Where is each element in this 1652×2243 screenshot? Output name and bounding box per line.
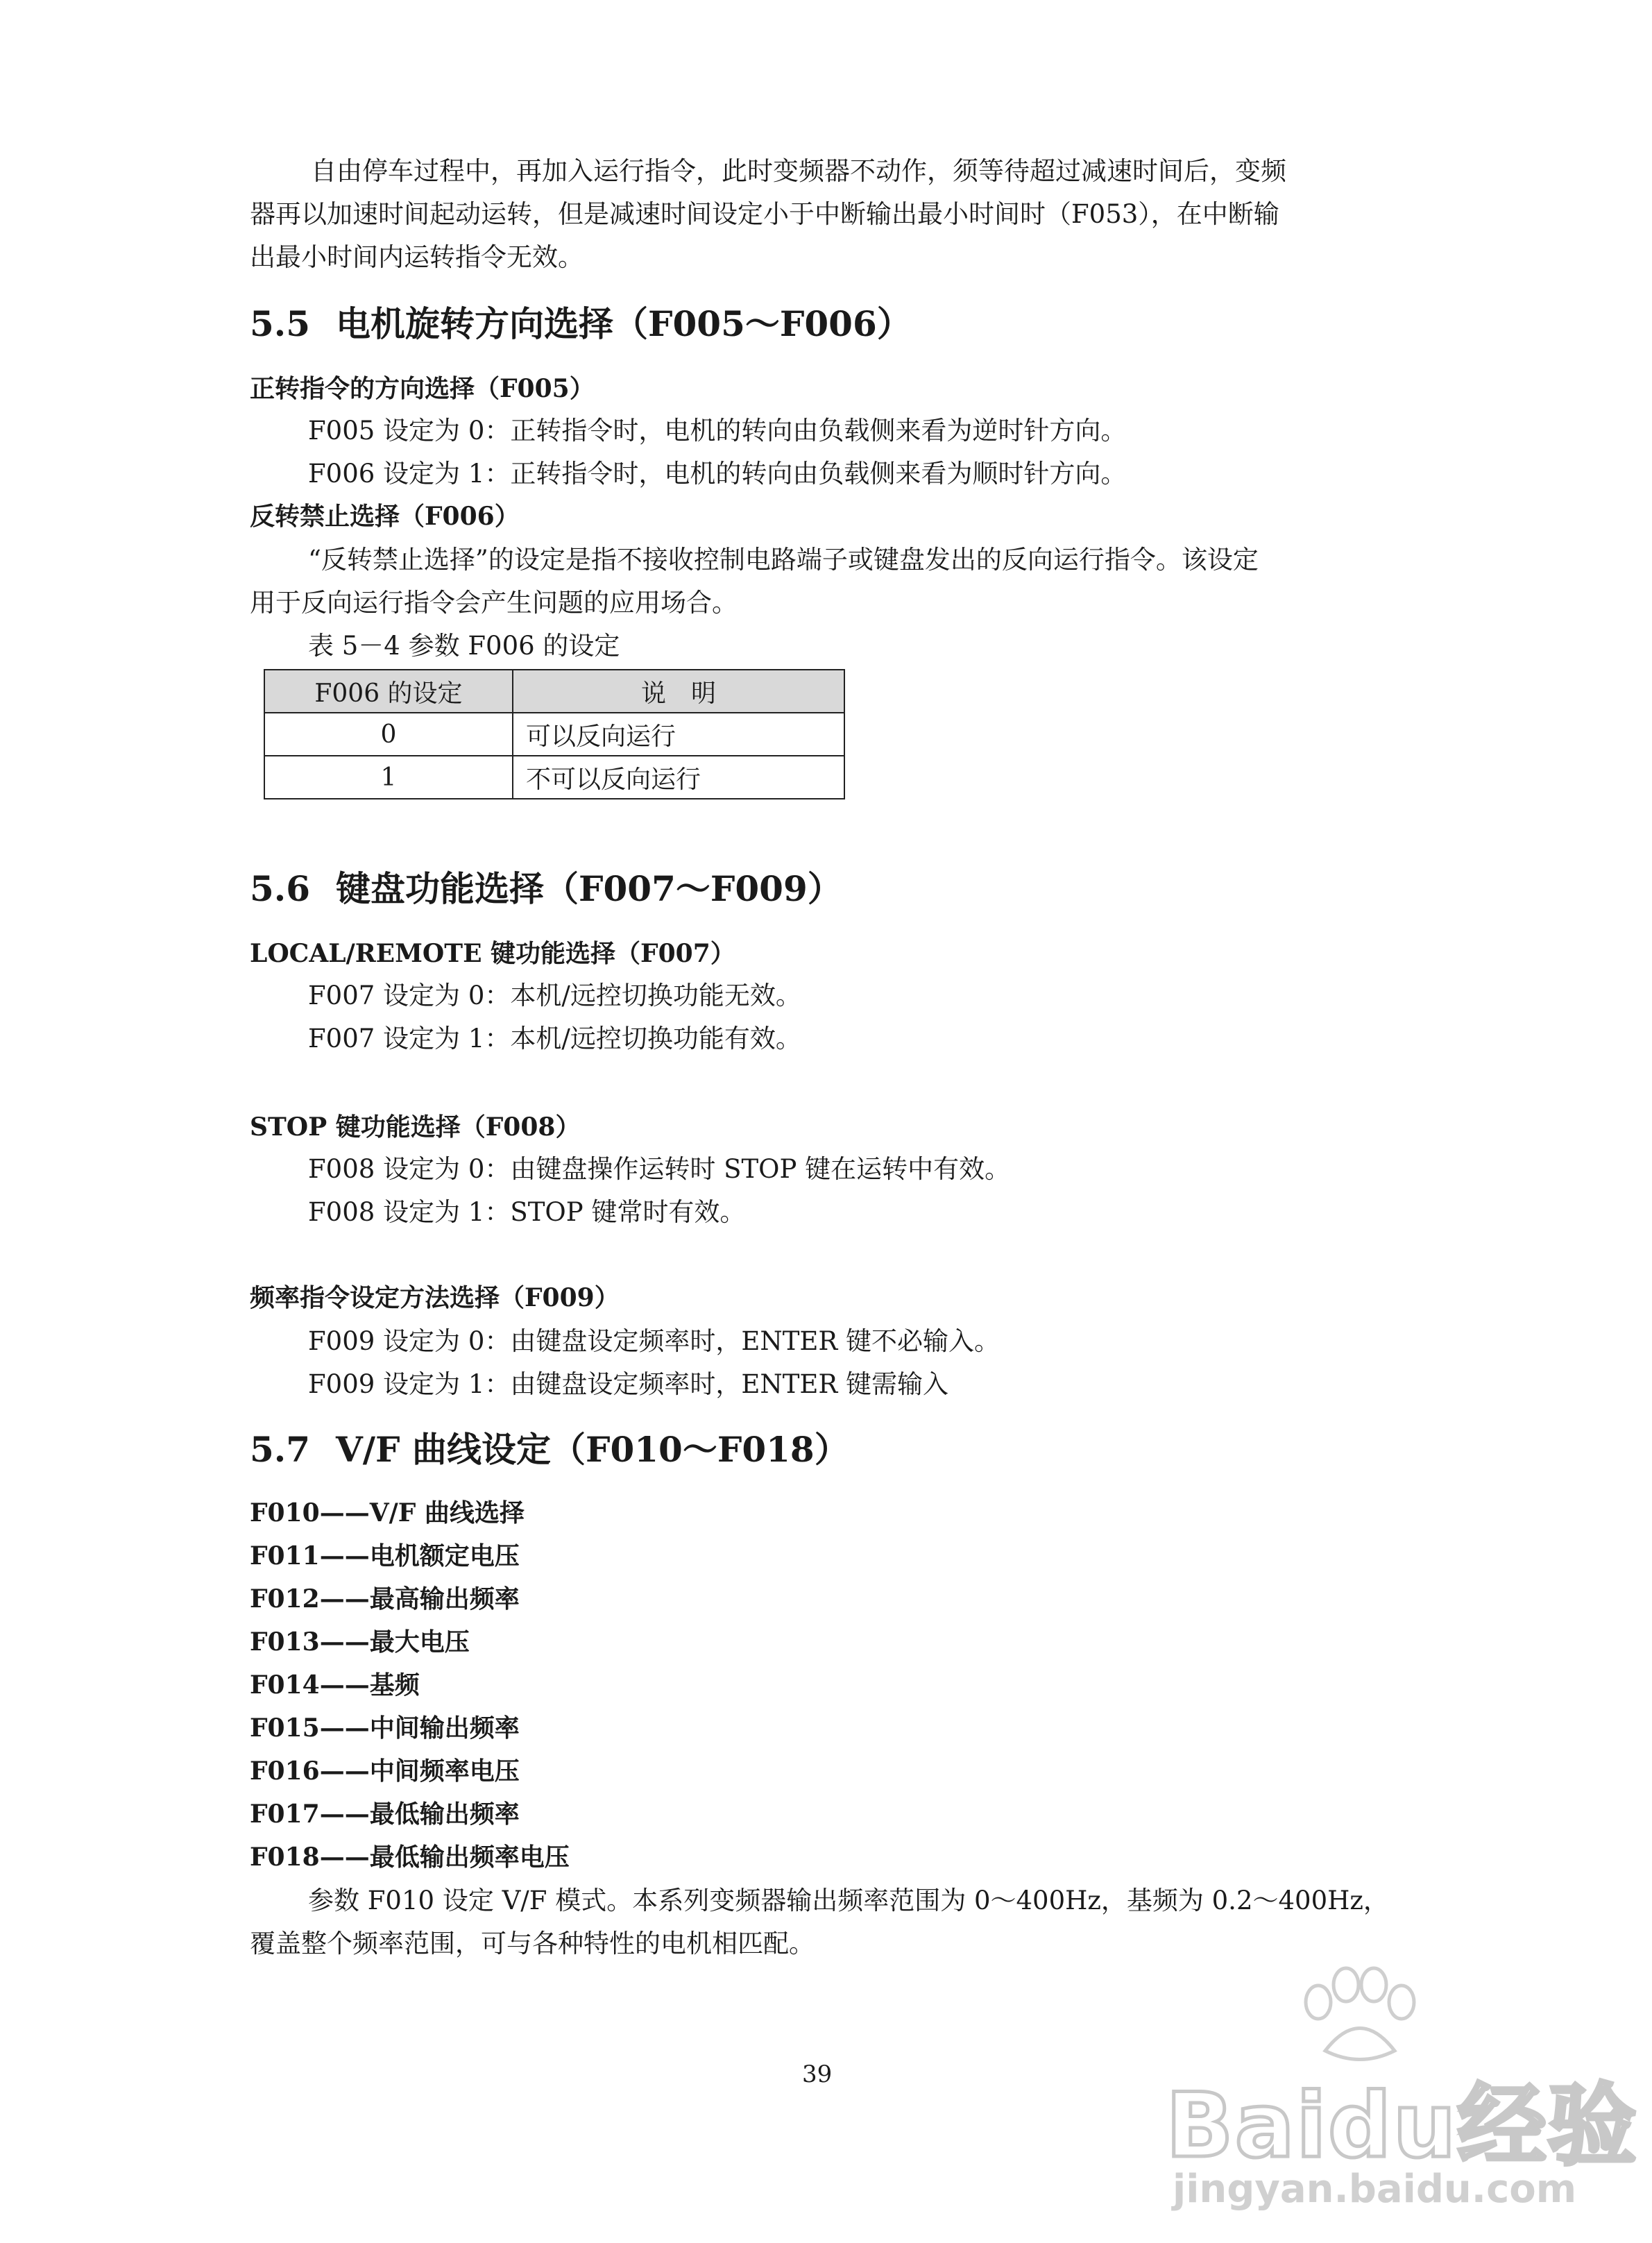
section-number: 5.5: [250, 303, 310, 344]
table-cell: 可以反向运行: [513, 713, 844, 756]
table-row: [264, 713, 844, 756]
body-line: F009 设定为 1：由键盘设定频率时，ENTER 键需输入: [308, 1369, 949, 1399]
param-item: F012——最高输出频率: [250, 1584, 520, 1614]
intro-line: 自由停车过程中，再加入运行指令，此时变频器不动作，须等待超过减速时间后，变频: [311, 156, 1286, 186]
watermark-logo: Baidu经验: [1166, 2074, 1638, 2178]
body-line: F007 设定为 1：本机/远控切换功能有效。: [308, 1024, 801, 1053]
subsection-heading: 正转指令的方向选择（F005）: [250, 374, 595, 403]
intro-line: 器再以加速时间起动运转，但是减速时间设定小于中断输出最小时间时（F053），在中断输: [250, 199, 1279, 229]
subsection-heading: LOCAL/REMOTE 键功能选择（F007）: [250, 939, 735, 968]
f006-settings-table: [264, 669, 845, 799]
subsection-heading: 频率指令设定方法选择（F009）: [250, 1283, 620, 1312]
table-header-row: [264, 670, 844, 713]
table-cell: 0: [264, 713, 513, 756]
section-number: 5.7: [250, 1429, 310, 1470]
section-title: 键盘功能选择（F007～F009）: [336, 868, 842, 909]
subsection-heading: 反转禁止选择（F006）: [250, 502, 520, 531]
param-item: F016——中间频率电压: [250, 1757, 520, 1786]
page-number: 39: [802, 2060, 833, 2088]
param-item: F010——V/F 曲线选择: [250, 1498, 525, 1527]
body-line: F008 设定为 0：由键盘操作运转时 STOP 键在运转中有效。: [308, 1154, 1011, 1184]
body-line: 参数 F010 设定 V/F 模式。本系列变频器输出频率范围为 0～400Hz，基频为 0.2～400Hz，: [308, 1886, 1389, 1915]
subsection-heading: STOP 键功能选择（F008）: [250, 1112, 581, 1142]
section-heading-5-6: [250, 865, 842, 913]
param-item: F015——中间输出频率: [250, 1713, 520, 1743]
body-line: F006 设定为 1：正转指令时，电机的转向由负载侧来看为顺时针方向。: [308, 459, 1127, 489]
body-line: F007 设定为 0：本机/远控切换功能无效。: [308, 981, 801, 1010]
param-item: F018——最低输出频率电压: [250, 1843, 570, 1872]
param-item: F014——基频: [250, 1670, 420, 1700]
watermark-url: jingyan.baidu.com: [1173, 2167, 1577, 2212]
paw-icon: [1270, 1964, 1436, 2068]
section-heading-5-7: [250, 1425, 849, 1474]
section-title: V/F 曲线设定（F010～F018）: [336, 1429, 849, 1470]
body-line: 用于反向运行指令会产生问题的应用场合。: [250, 588, 738, 618]
baidu-watermark: [1166, 1964, 1638, 2228]
section-heading-5-5: [250, 300, 912, 348]
section-title: 电机旋转方向选择（F005～F006）: [336, 303, 912, 344]
table-caption: 表 5－4 参数 F006 的设定: [308, 631, 620, 661]
body-line: 覆盖整个频率范围，可与各种特性的电机相匹配。: [250, 1929, 815, 1958]
table-header-cell: 说 明: [513, 670, 844, 713]
table-header-cell: F006 的设定: [264, 670, 513, 713]
param-item: F017——最低输出频率: [250, 1800, 520, 1829]
body-line: F009 设定为 0：由键盘设定频率时，ENTER 键不必输入。: [308, 1326, 1000, 1356]
body-line: F005 设定为 0：正转指令时，电机的转向由负载侧来看为逆时针方向。: [308, 416, 1127, 446]
body-line: “反转禁止选择”的设定是指不接收控制电路端子或键盘发出的反向运行指令。该设定: [308, 545, 1259, 575]
param-item: F013——最大电压: [250, 1627, 470, 1657]
intro-line: 出最小时间内运转指令无效。: [250, 242, 584, 272]
table-row: [264, 756, 844, 799]
table-cell: 1: [264, 756, 513, 799]
body-line: F008 设定为 1：STOP 键常时有效。: [308, 1197, 746, 1227]
table-cell: 不可以反向运行: [513, 756, 844, 799]
param-item: F011——电机额定电压: [250, 1541, 520, 1571]
section-number: 5.6: [250, 868, 310, 909]
